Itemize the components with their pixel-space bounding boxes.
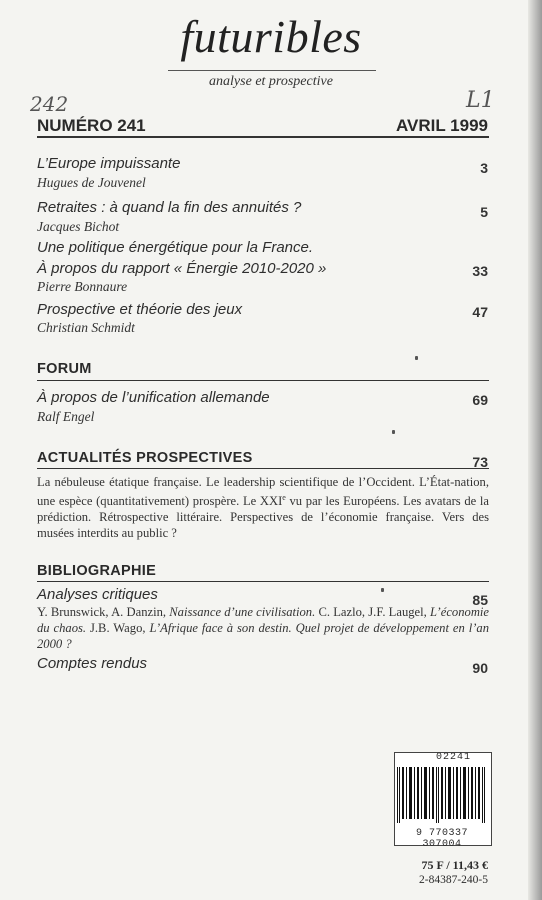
article-page: 3 [480,160,488,176]
comptes-rendus-page: 90 [472,660,488,676]
article-page: 5 [480,204,488,220]
scan-speck [381,588,384,592]
barcode-addon-digits: 02241 [436,752,472,763]
masthead-subtitle: analyse et prospective [209,74,333,89]
masthead-rule [168,70,376,71]
page-edge-shadow [528,0,542,900]
article-page: 33 [472,263,488,279]
issue-date: AVRIL 1999 [396,116,488,135]
price: 75 F / 11,43 € [421,858,488,872]
section-heading-bibliographie: BIBLIOGRAPHIE [37,563,157,579]
article-author: Hugues de Jouvenel [37,175,146,190]
barcode-digits: 9 770337 307004 [415,828,468,850]
handwritten-note-left: 242 [30,92,69,116]
forum-article-page: 69 [472,392,488,408]
section-heading-actualites: ACTUALITÉS PROSPECTIVES [37,450,253,466]
article-author: Christian Schmidt [37,320,135,335]
scan-speck [392,430,395,434]
comptes-rendus-title: Comptes rendus [37,655,148,672]
scan-speck [415,356,418,360]
forum-article-title: À propos de l’unification allemande [37,389,270,406]
article-title: Prospective et théorie des jeux [37,301,243,318]
isbn: 2-84387-240-5 [419,874,488,886]
barcode-icon [396,767,486,823]
analyses-critiques-page: 85 [472,592,488,608]
section-rule [37,380,489,381]
forum-article-author: Ralf Engel [37,409,95,424]
section-heading-forum: FORUM [37,361,92,377]
section-rule [37,468,489,469]
issue-rule [37,136,489,138]
actualites-page: 73 [472,454,488,470]
article-title-line: Une politique énergétique pour la France. [37,239,314,256]
article-page: 47 [472,304,488,320]
article-title-line: À propos du rapport « Énergie 2010-2020 » [37,260,327,277]
masthead-title: futuribles [180,11,362,62]
article-author: Jacques Bichot [37,219,120,234]
analyses-critiques-title: Analyses critiques [37,586,158,603]
handwritten-note-right: L1 [466,88,495,113]
article-title: Retraites : à quand la fin des annuités ? [37,199,302,216]
section-rule [37,581,489,582]
article-title: L’Europe impuissante [37,155,181,172]
issue-number: NUMÉRO 241 [37,116,146,135]
analyses-critiques-list: Y. Brunswick, A. Danzin, Naissance d’une civilisation. C. Lazlo, J.F. Laugel, L’économie du chaos. J.B. Wago, L’Afrique face à son destin. Quel projet de développement en l’an 2000 ? [37,605,489,651]
article-author: Pierre Bonnaure [37,279,128,294]
actualites-summary: La nébuleuse étatique française. Le leadership scientifique de l’Occident. L’État-nation, une espèce (quantitativement) prospère. Le XXIe vu par les Européens. Les avatars de la prédiction. Rétrospective littéraire. Perspectives de l’économie française. Vers des musées interdits au public ? [37,475,489,541]
